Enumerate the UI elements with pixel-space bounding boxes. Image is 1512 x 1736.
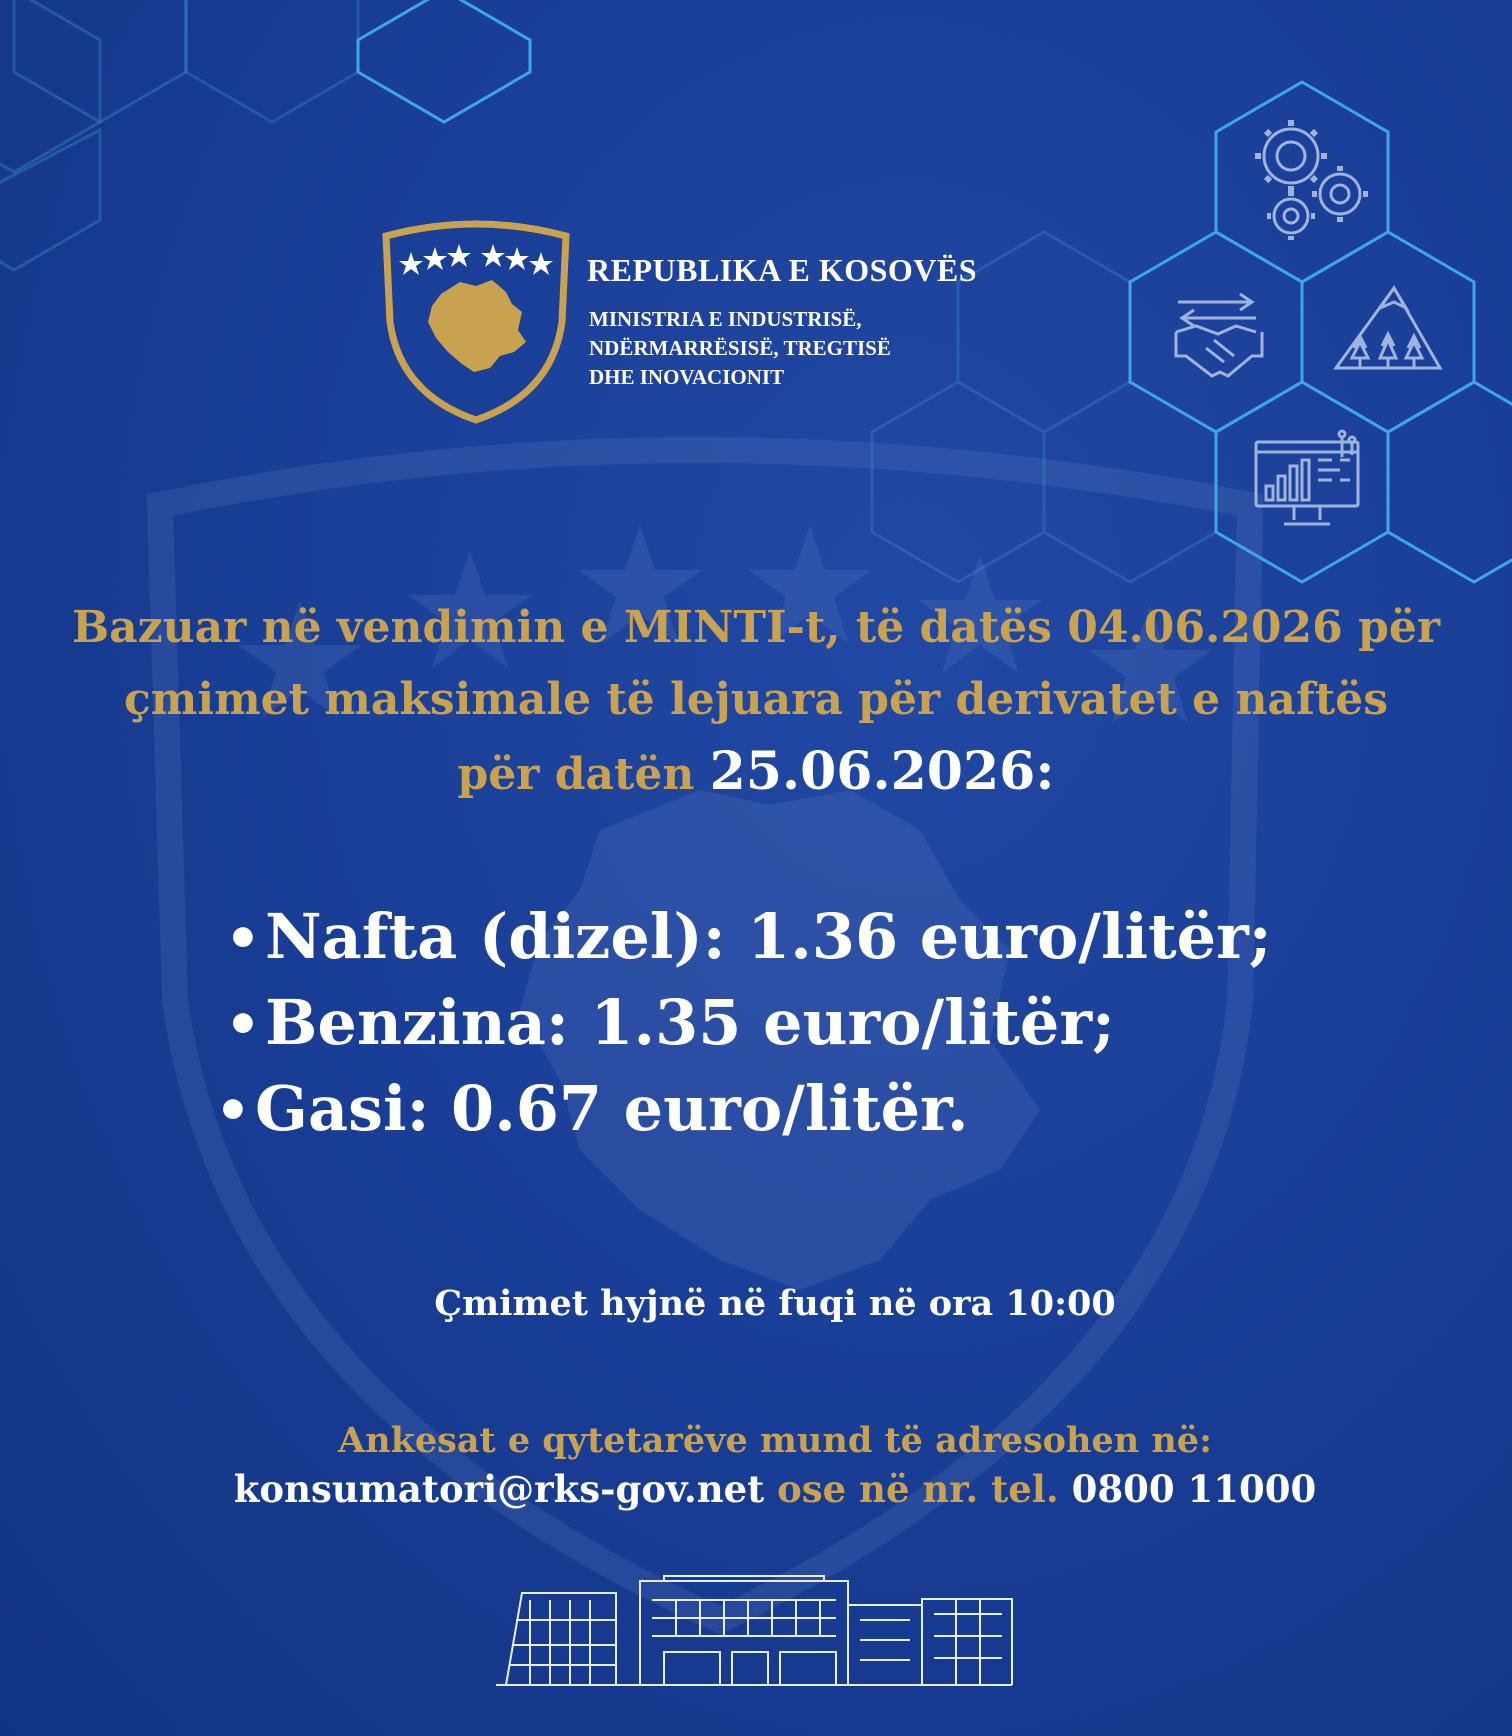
price-item-petrol (215, 981, 1272, 1067)
announcement-date: 25.06.2026: (709, 741, 1055, 802)
contact-email-link[interactable]: konsumatori@rks-gov.net (233, 1467, 765, 1511)
mountains-icon (1336, 288, 1440, 368)
kosovo-coat-of-arms-icon (386, 224, 566, 420)
handshake-icon (1176, 294, 1262, 376)
announcement-text (0, 592, 1512, 811)
announcement-line-2: çmimet maksimale të lejuara për derivatet e naftës (124, 674, 1388, 725)
price-text: Nafta (dizel): 1.36 euro/litër; (265, 900, 1272, 973)
announcement-line-3 (0, 736, 1512, 811)
contact-phone-link[interactable]: 0800 11000 (1071, 1467, 1317, 1511)
republic-title: REPUBLIKA E KOSOVËS (587, 252, 978, 288)
contact-line (0, 1467, 1512, 1511)
contact-connector: ose në nr. tel. (777, 1467, 1059, 1511)
bullet: • (225, 992, 261, 1058)
announcement-line-1: Bazuar në vendimin e MINTI-t, të datës 04.06.2026 për (71, 602, 1441, 653)
price-text: Gasi: 0.67 euro/litër. (255, 1072, 969, 1145)
price-list (215, 895, 1272, 1153)
effective-time-note: Çmimet hyjnë në fuqi në ora 10:00 (434, 1283, 1116, 1324)
bullet: • (225, 906, 261, 972)
ministry-line-2: NDËRMARRËSISË, TREGTISË (589, 336, 891, 360)
ministry-line-3: DHE INOVACIONIT (589, 365, 785, 389)
price-item-diesel (215, 895, 1272, 981)
bullet: • (215, 1078, 251, 1144)
gears-icon (1255, 120, 1368, 240)
analytics-monitor-icon (1256, 431, 1358, 524)
price-text: Benzina: 1.35 euro/litër; (265, 986, 1115, 1059)
price-item-gas (215, 1067, 1272, 1153)
ministry-line-1: MINISTRIA E INDUSTRISË, (589, 307, 862, 331)
ministry-name (589, 305, 891, 392)
announcement-date-prefix: për datën (457, 749, 695, 800)
complaints-intro: Ankesat e qytetarëve mund të adresohen në: (338, 1420, 1212, 1461)
